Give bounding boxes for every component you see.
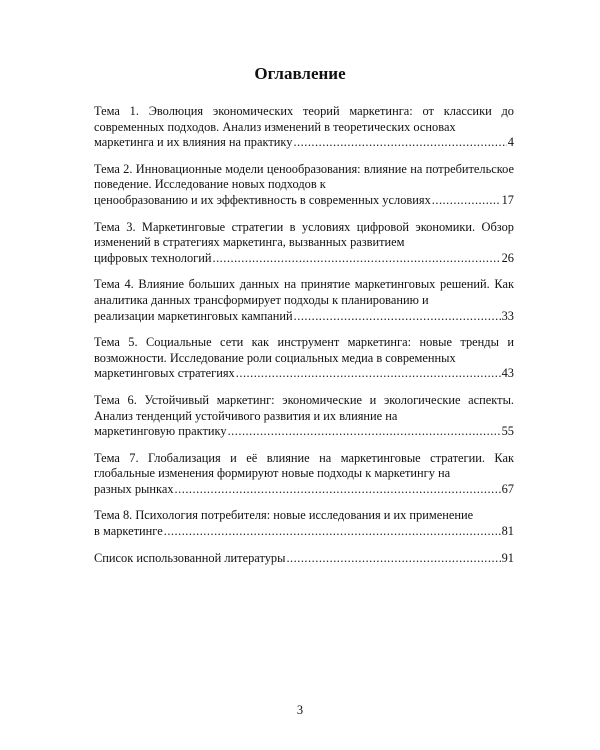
toc-entry-last-line — [94, 424, 514, 440]
toc-page-number: 55 — [501, 424, 514, 439]
toc-page-number: 91 — [501, 550, 514, 565]
toc-entry-last-text: реализации маркетинговых кампаний — [94, 308, 293, 323]
toc-entry-last-line — [94, 524, 514, 540]
toc-entry-2 — [94, 162, 514, 209]
toc-entry-last-text: разных рынках — [94, 481, 174, 496]
toc-entry-4 — [94, 277, 514, 324]
table-of-contents — [94, 104, 514, 577]
toc-entry-last-text: Список использованной литературы — [94, 550, 286, 565]
toc-entry-6 — [94, 393, 514, 440]
toc-entry-bibliography — [94, 551, 514, 567]
toc-entry-text: Тема 1. Эволюция экономических теорий маркетинга: от классики до современных подходов. Анализ изменений в теоретических основах — [94, 104, 514, 134]
toc-entry-last-line — [94, 482, 514, 498]
dot-leader — [228, 424, 501, 440]
page-number: 3 — [296, 703, 304, 717]
toc-entry-text: Тема 4. Влияние больших данных на принятие маркетинговых решений. Как аналитика данных трансформирует подходы к планированию и — [94, 277, 514, 307]
dot-leader — [286, 551, 500, 567]
dot-leader — [212, 251, 500, 267]
toc-entry-last-line — [94, 135, 514, 151]
toc-entry-7 — [94, 451, 514, 498]
toc-page-number: 26 — [501, 250, 514, 265]
toc-entry-last-text: маркетинга и их влияния на практику — [94, 135, 293, 150]
toc-entry-last-text: маркетинговых стратегиях — [94, 366, 235, 381]
toc-entry-last-line — [94, 366, 514, 382]
toc-page-number: 17 — [501, 192, 514, 207]
toc-entry-text: Тема 3. Маркетинговые стратегии в условиях цифровой экономики. Обзор изменений в стратегиях маркетинга, вызванных развитием — [94, 219, 514, 250]
toc-page-number: 67 — [501, 481, 514, 496]
toc-entry-last-text: цифровых технологий — [94, 250, 212, 265]
toc-entry-3 — [94, 220, 514, 267]
toc-entry-last-text: в маркетинге — [94, 524, 163, 539]
toc-entry-5 — [94, 335, 514, 382]
toc-entry-last-line — [94, 551, 514, 567]
toc-page-number: 4 — [507, 135, 514, 150]
dot-leader — [236, 366, 501, 382]
dot-leader — [293, 135, 506, 151]
toc-page-number: 33 — [501, 308, 514, 323]
toc-entry-text: Тема 2. Инновационные модели ценообразования: влияние на потребительское поведение. Исследование новых подходов к — [94, 161, 514, 192]
toc-entry-8 — [94, 508, 514, 539]
toc-entry-text: Тема 5. Социальные сети как инструмент маркетинга: новые тренды и возможности. Исследование роли социальных медиа в современных — [94, 335, 514, 365]
dot-leader — [175, 482, 501, 498]
dot-leader — [164, 524, 501, 540]
toc-entry-last-line — [94, 251, 514, 267]
toc-entry-1 — [94, 104, 514, 151]
toc-entry-text: Тема 8. Психология потребителя: новые исследования и их применение — [94, 508, 474, 523]
page-title: Оглавление — [254, 64, 346, 83]
toc-entry-text: Тема 6. Устойчивый маркетинг: экономические и экологические аспекты. Анализ тенденций устойчивого развития и их влияние на — [94, 392, 514, 423]
dot-leader — [432, 193, 501, 209]
toc-entry-last-line — [94, 193, 514, 209]
toc-entry-last-line — [94, 309, 514, 325]
dot-leader — [294, 309, 501, 325]
toc-page-number: 43 — [501, 366, 514, 381]
toc-page-number: 81 — [501, 524, 514, 539]
toc-entry-text: Тема 7. Глобализация и её влияние на маркетинговые стратегии. Как глобальные изменения формируют новые подходы к маркетингу на — [94, 450, 514, 481]
toc-entry-last-text: маркетинговую практику — [94, 424, 227, 439]
toc-entry-last-text: ценообразованию и их эффективность в современных условиях — [94, 192, 431, 207]
